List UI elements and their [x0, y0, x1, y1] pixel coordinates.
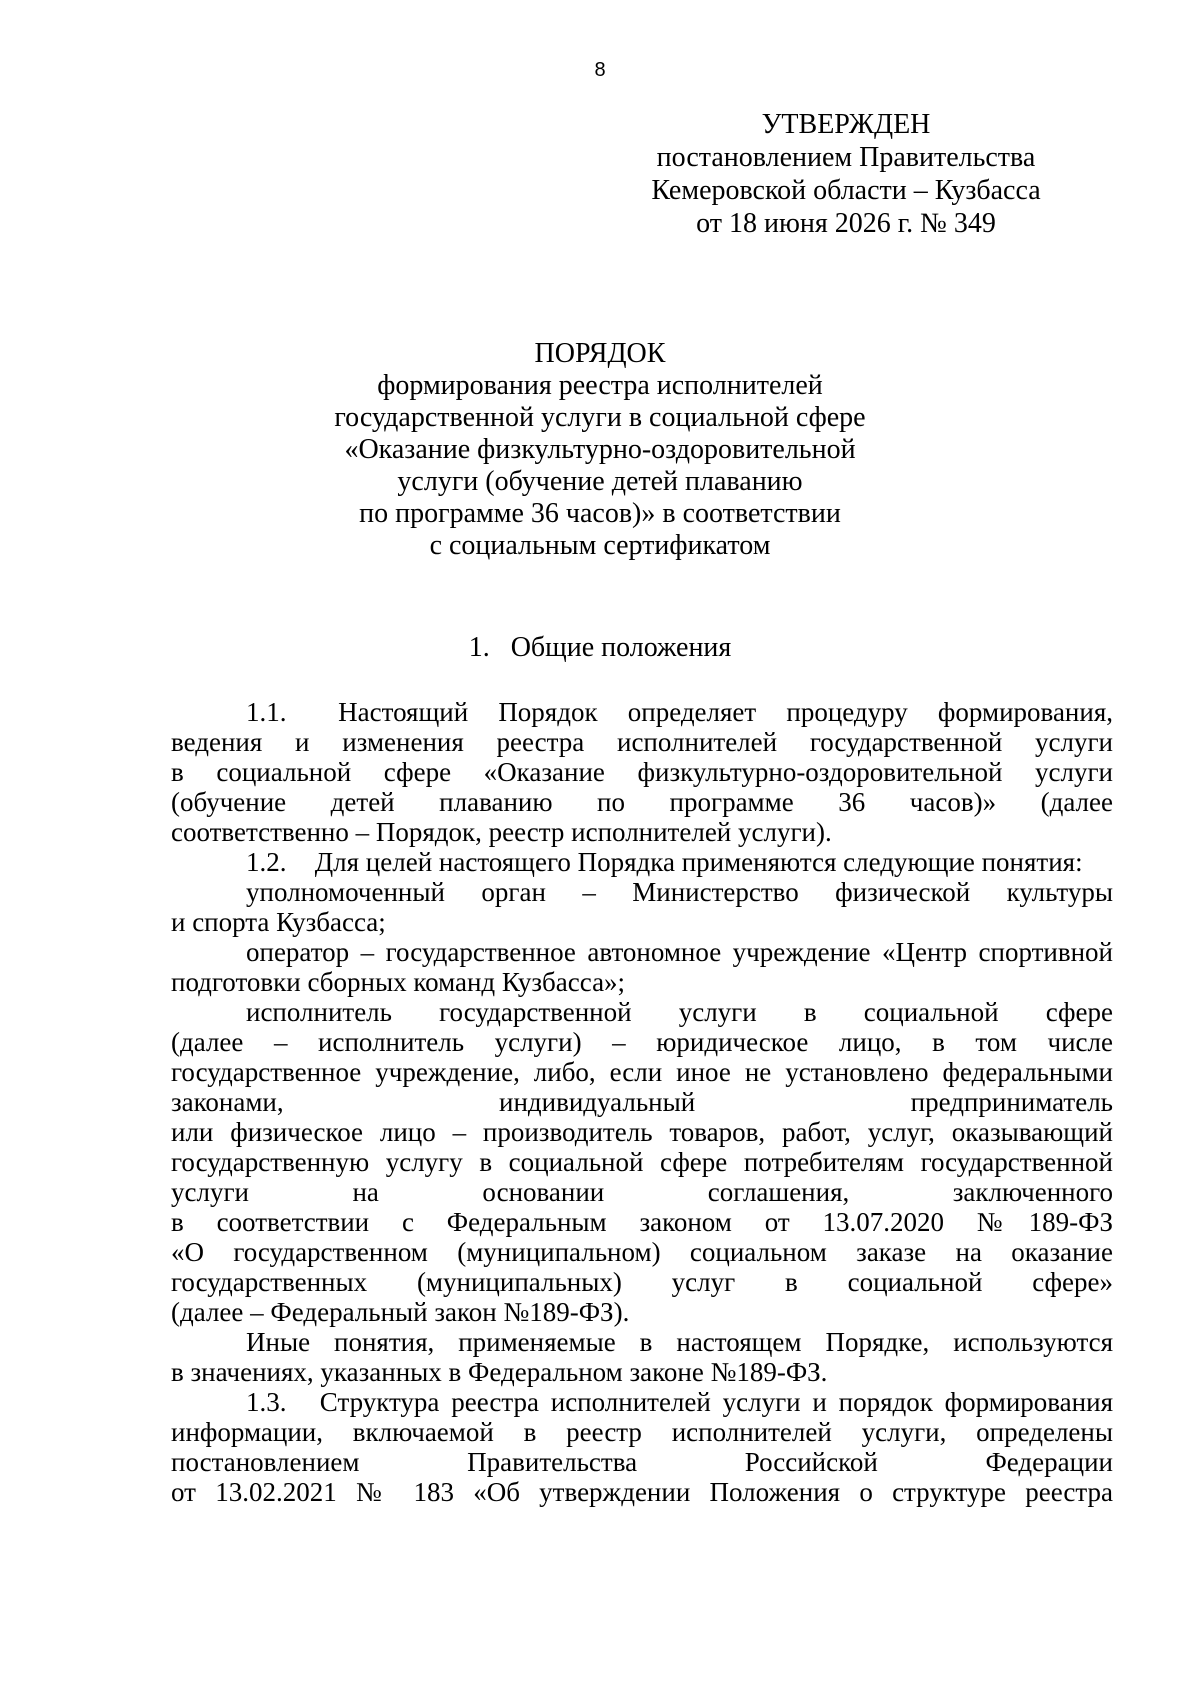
paragraph-line: в значениях, указанных в Федеральном законе №189-ФЗ.: [171, 1357, 828, 1387]
paragraph-number: 1.1.: [246, 697, 287, 727]
paragraph-line: от 13.02.2021 № 183 «Об утверждении Положения о структуре реестра: [171, 1477, 1113, 1507]
paragraph-line: (далее – Федеральный закон №189-ФЗ).: [171, 1297, 630, 1327]
paragraph-number: 1.3.: [246, 1387, 287, 1417]
section-title: Общие положения: [510, 632, 732, 663]
paragraph-line: подготовки сборных команд Кузбасса»;: [171, 967, 626, 997]
title-line: услуги (обучение детей плаванию: [397, 466, 803, 497]
paragraph-number: 1.2.: [246, 847, 287, 877]
paragraph-line: ведения и изменения реестра исполнителей государственной услуги: [171, 727, 1113, 757]
paragraph-line: или физическое лицо – производитель товаров, работ, услуг, оказывающий: [171, 1117, 1113, 1147]
page-number: 8: [594, 59, 606, 81]
paragraph-line: постановлением Правительства Российской Федерации: [171, 1447, 1113, 1477]
document-title: [0, 338, 1200, 562]
paragraph-line: (обучение детей плаванию по программе 36 часов)» (далее: [171, 787, 1113, 817]
paragraph-line: государственных (муниципальных) услуг в социальной сфере»: [171, 1267, 1113, 1297]
paragraph-1-1: [171, 697, 1113, 847]
paragraph-line: в социальной сфере «Оказание физкультурно-оздоровительной услуги: [171, 757, 1113, 787]
title-heading: ПОРЯДОК: [534, 338, 666, 369]
approval-stamp: [626, 108, 1066, 240]
paragraph-1-3: [171, 1387, 1113, 1507]
paragraph-line: исполнитель государственной услуги в социальной сфере: [246, 997, 1113, 1027]
title-line: с социальным сертификатом: [429, 530, 771, 561]
approval-date: от 18 июня 2026 г. № 349: [696, 208, 996, 239]
paragraph-line: соответственно – Порядок, реестр исполнителей услуги).: [171, 817, 832, 847]
paragraph-line: «О государственном (муниципальном) социальном заказе на оказание: [171, 1237, 1113, 1267]
approval-title: УТВЕРЖДЕН: [761, 109, 931, 140]
paragraph-line: оператор – государственное автономное учреждение «Центр спортивной: [246, 937, 1113, 967]
paragraph-other-terms: [171, 1327, 1113, 1387]
title-line: по программе 36 часов)» в соответствии: [359, 498, 841, 529]
title-line: государственной услуги в социальной сфере: [334, 402, 866, 433]
section-number: 1.: [468, 632, 490, 663]
paragraph-line: 1.2. Для целей настоящего Порядка применяются следующие понятия:: [246, 847, 1083, 877]
paragraph-line: (далее – исполнитель услуги) – юридическое лицо, в том числе: [171, 1027, 1113, 1057]
document-body: [171, 697, 1113, 1507]
title-line: формирования реестра исполнителей: [377, 370, 823, 401]
definition-executor: [171, 997, 1113, 1327]
paragraph-line: 1.1. Настоящий Порядок определяет процедуру формирования,: [246, 697, 1113, 727]
paragraph-line: услуги на основании соглашения, заключенного: [171, 1177, 1113, 1207]
approval-line: Кемеровской области – Кузбасса: [651, 175, 1041, 206]
paragraph-line: и спорта Кузбасса;: [171, 907, 386, 937]
paragraph-line: информации, включаемой в реестр исполнителей услуги, определены: [171, 1417, 1113, 1447]
definition-authorized-body: [171, 877, 1113, 937]
paragraph-line: законами, индивидуальный предприниматель: [171, 1087, 1113, 1117]
definition-operator: [171, 937, 1113, 997]
title-line: «Оказание физкультурно-оздоровительной: [344, 434, 856, 465]
paragraph-line: Иные понятия, применяемые в настоящем Порядке, используются: [246, 1327, 1113, 1357]
paragraph-line: в соответствии с Федеральным законом от 13.07.2020 №189-ФЗ: [171, 1207, 1113, 1237]
approval-line: постановлением Правительства: [656, 142, 1036, 173]
paragraph-line: государственное учреждение, либо, если иное не установлено федеральными: [171, 1057, 1113, 1087]
section-heading: [0, 632, 1200, 664]
paragraph-line: уполномоченный орган – Министерство физической культуры: [246, 877, 1113, 907]
paragraph-line: государственную услугу в социальной сфере потребителям государственной: [171, 1147, 1113, 1177]
paragraph-line: 1.3. Структура реестра исполнителей услуги и порядок формирования: [246, 1387, 1113, 1417]
paragraph-1-2: [171, 847, 1113, 877]
